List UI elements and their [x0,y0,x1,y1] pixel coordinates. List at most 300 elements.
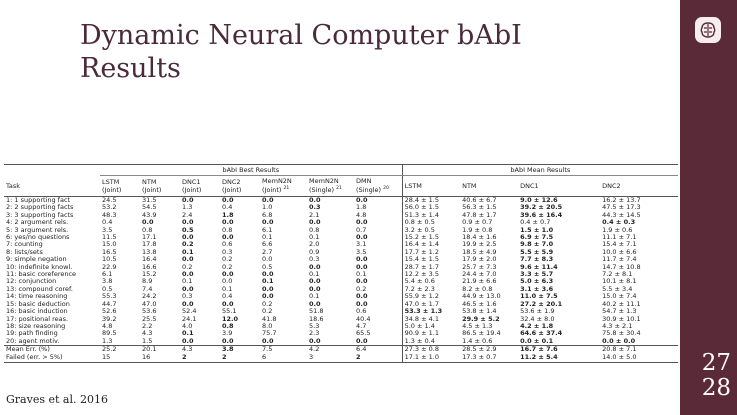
table-cell: 1.8 [356,204,367,212]
column-header-reference: 20 [383,186,389,192]
table-cell: 0.9 ± 0.7 [462,219,493,227]
table-cell: 0.1 [262,234,273,242]
table-cell: 6 [260,354,307,363]
table-cell: 11.1 ± 7.1 [602,234,637,242]
table-cell: 32.4 ± 8.0 [520,315,555,323]
table-row [4,323,678,330]
table-cell: 2 [354,354,402,363]
table-cell: 4.0 [182,322,193,330]
table-cell: 0.4 [222,204,233,212]
table-cell: 1.4 ± 0.6 [460,338,518,346]
column-header [354,176,402,197]
table-cell: 11.7 ± 7.4 [602,256,637,264]
column-header-label: DNC1 [182,178,201,186]
row-label: 7: counting [6,241,43,249]
table-cell: 48.3 [102,211,117,219]
babi-results-table [4,164,678,363]
table-cell: 4.8 [102,322,113,330]
table-cell: 89.5 [102,330,117,338]
table-cell: 0.0 [356,234,368,242]
table-cell: 0.1 [262,278,274,286]
table-cell: 2.7 [262,248,273,256]
table-cell: 0.1 [356,271,367,279]
table-cell: 10.5 [102,256,117,264]
column-header [402,176,460,197]
table-cell: 0.6 [356,308,367,316]
table-cell: 27.3 ± 0.8 [402,346,460,355]
table-cell: 0.1 [309,271,320,279]
table-cell: 47.0 [142,300,157,308]
table-cell: 0.4 ± 0.3 [602,219,636,227]
table-cell: 0.0 [307,338,354,346]
table-cell: 5.4 ± 0.6 [402,278,460,285]
table-cell: 28.7 ± 1.7 [402,264,460,271]
column-header-sublabel: (Joint) [262,186,282,195]
column-header-label: MemN2N [262,177,292,186]
table-row [4,301,678,308]
table-cell: 0.8 [222,322,234,330]
table-row [4,330,678,337]
table-cell: 2.2 [142,322,153,330]
table-footer-row [4,354,678,363]
table-cell: 0.0 [262,293,274,301]
row-label: 16: basic induction [6,308,68,316]
table-cell: 10.0 ± 6.6 [602,248,637,256]
table-cell: 0.1 [309,293,320,301]
table-cell: 0.0 [356,293,368,301]
table-cell: 0.6 [222,241,233,249]
table-row [4,249,678,256]
row-label: 6: yes/no questions [6,234,70,242]
column-header [460,176,518,197]
table-cell: 0.0 [356,219,368,227]
table-cell: 19.9 ± 2.5 [462,241,497,249]
table-row [4,212,678,219]
table-cell: 9.6 ± 11.4 [520,263,558,271]
table-cell: 0.0 [222,219,234,227]
table-cell: 47.5 ± 17.3 [602,204,641,212]
table-cell: 34.8 ± 4.1 [402,316,460,323]
table-cell: 9.0 ± 12.6 [520,196,558,204]
table-cell: 6.1 [262,226,273,234]
table-cell: 1.3 [100,338,140,346]
table-cell: 2 [180,354,220,363]
table-cell: 86.5 ± 19.4 [462,330,501,338]
row-label: 18: size reasoning [6,322,66,330]
table-cell: 40.2 ± 11.1 [602,300,641,308]
table-cell: 7.2 ± 2.3 [402,286,460,293]
table-cell: 53.6 ± 1.9 [520,308,555,316]
slide-title-line-2: Results [80,53,181,84]
table-cell: 0.2 [356,285,367,293]
column-header-label: NTM [142,178,157,186]
table-cell: 0.0 [262,271,274,279]
table-cell: 3.9 [222,330,233,338]
citation-credit: Graves et al. 2016 [6,393,108,406]
table-cell: 8.2 ± 0.8 [462,285,493,293]
table-cell: 0.0 [356,278,368,286]
table-cell: 15.0 ± 7.4 [602,293,637,301]
table-cell: 0.0 [309,219,321,227]
table-cell: 0.2 [222,263,233,271]
table-cell: 0.8 [222,226,233,234]
table-cell: 51.8 [309,308,324,316]
table-cell: 7.5 [262,345,273,354]
table-cell: 1.9 ± 0.8 [462,226,493,234]
row-label: 14: time reasoning [6,293,68,301]
column-header-sublabel: (Single) [356,186,382,195]
table-cell: 0.0 [354,338,402,346]
table-cell: 18.4 ± 1.6 [462,234,497,242]
table-cell: 0.0 [309,285,321,293]
row-label: 20: agent motiv. [4,338,100,346]
table-cell: 0.0 [356,196,368,204]
table-cell: 0.0 [222,271,234,279]
table-cell: 0.1 [182,278,193,286]
row-label: 19: path finding [6,330,58,338]
table-cell: 43.9 [142,211,157,219]
page-number-current: 27 [701,350,731,376]
table-cell: 0.0 ± 0.0 [600,338,678,346]
table-cell: 56.3 ± 1.5 [462,204,497,212]
table-cell: 5.5 ± 5.9 [520,248,554,256]
table-cell: 5.3 [309,322,320,330]
row-label: 10: indefinite knowl. [6,263,73,271]
column-header-sublabel: (Joint) [142,186,162,194]
table-cell: 56.0 ± 1.5 [402,204,460,211]
table-cell: 4.7 [356,322,367,330]
table-cell: 12.2 ± 3.5 [402,271,460,278]
table-cell: 22.9 [102,263,117,271]
table-cell: 0.0 [182,300,194,308]
table-cell: 0.0 [356,300,368,308]
row-label: 9: simple negation [6,256,67,264]
row-label: 11: basic coreference [6,271,77,279]
table-cell: 17.1 [142,234,157,242]
column-header-label: LSTM [102,178,120,186]
table-cell: 16.6 [142,263,157,271]
row-label: 5: 3 argument rels. [6,226,69,234]
table-cell: 6.9 ± 7.5 [520,234,554,242]
table-cell: 0.0 [182,219,194,227]
table-cell: 28.5 ± 2.9 [462,345,497,354]
table-cell: 9.8 ± 7.0 [520,241,554,249]
column-header [600,176,678,197]
table-cell: 51.3 ± 1.4 [402,212,460,219]
table-cell: 0.3 [309,256,320,264]
table-cell: 0.4 ± 0.7 [520,219,551,227]
table-cell: 39.6 ± 16.4 [520,211,563,219]
table-cell: 2.3 [309,330,320,338]
table-cell: 31.5 [142,196,157,204]
table-body [4,197,678,346]
table-cell: 75.7 [262,330,277,338]
table-cell: 15.2 [142,271,157,279]
column-header-sublabel: (Joint) [102,186,122,194]
row-label: 3: 3 supporting facts [6,211,74,219]
table-cell: 0.3 [309,204,321,212]
table-cell: 0.0 [262,196,274,204]
table-cell: 3.2 ± 0.5 [402,227,460,234]
logo-badge [695,17,721,43]
column-header-label: MemN2N [309,177,339,186]
table-row [4,227,678,234]
table-cell: 44.9 ± 13.0 [462,293,501,301]
column-header [220,176,260,197]
table-cell: 75.8 ± 30.4 [602,330,641,338]
column-header-reference: 21 [336,186,342,192]
column-header-sublabel: (Joint) [222,186,242,194]
table-cell: 47.8 ± 1.7 [462,211,497,219]
table-cell: 0.0 [262,219,274,227]
table-cell: 25.2 [102,345,117,354]
table-cell: 8.0 [262,322,273,330]
table-column-header-row [4,176,678,197]
table-cell: 5.5 ± 3.4 [602,285,633,293]
table-cell: 0.0 [182,285,194,293]
column-header-sublabel: (Joint) [182,186,202,194]
table-cell: 17.3 ± 0.7 [460,354,518,363]
table-cell: 0.0 [182,271,194,279]
table-cell: 30.9 ± 10.1 [602,315,641,323]
table-cell: 0.8 ± 0.5 [402,219,460,226]
table-cell: 11.0 ± 7.5 [520,293,558,301]
table-row [4,219,678,226]
table-cell: 41.8 [262,315,277,323]
table-row [4,316,678,323]
results-table-container [4,164,678,366]
table-cell: 16.2 ± 13.7 [602,196,641,204]
table-cell: 0.0 ± 0.1 [518,338,600,346]
table-row [4,286,678,293]
table-cell: 0.8 [309,226,320,234]
column-header [100,176,140,197]
table-cell: 0.0 [182,196,194,204]
table-cell: 17.1 ± 1.0 [402,354,460,363]
table-cell: 53.8 ± 1.4 [462,308,497,316]
table-cell: 0.5 [102,285,113,293]
table-cell: 1.8 [222,211,234,219]
table-cell: 24.4 ± 7.0 [462,271,497,279]
table-cell: 0.0 [142,219,154,227]
table-cell: 0.9 [309,248,320,256]
table-cell: 7.2 ± 8.1 [602,271,633,279]
table-cell: 52.4 [182,308,197,316]
table-row [4,204,678,211]
table-row [4,271,678,278]
table-cell: 13.8 [142,248,157,256]
table-cell: 44.3 ± 14.5 [602,211,641,219]
table-cell: 14.0 ± 5.0 [600,354,678,363]
table-cell: 0.0 [309,196,321,204]
table-cell: 0.2 [262,300,273,308]
table-cell: 7.4 [142,285,153,293]
table-cell: 16.4 [142,256,157,264]
table-cell: 15.2 ± 1.5 [402,234,460,241]
table-cell: 17.8 [142,241,157,249]
table-cell: 39.2 ± 20.5 [520,204,563,212]
column-header [180,176,220,197]
row-label: Mean Err. (%) [6,345,50,354]
table-cell: 25.5 [142,315,157,323]
table-cell: 52.6 [102,308,117,316]
row-label: 1: 1 supporting fact [6,196,71,204]
column-header-label: Task [6,181,21,190]
table-cell: 27.2 ± 20.1 [520,300,563,308]
table-cell: 1.5 ± 1.0 [520,226,554,234]
page-number-total: 28 [701,375,731,401]
table-cell: 4.2 ± 1.8 [520,322,554,330]
table-cell: 18.5 ± 4.9 [462,248,497,256]
table-cell: 0.5 [182,226,194,234]
table-cell: 0.0 [262,285,274,293]
table-cell: 3 [307,354,354,363]
group-header-blank [4,165,100,176]
row-label: 12: conjunction [6,278,57,286]
column-header-label: DNC1 [520,182,539,190]
table-cell: 25.7 ± 7.3 [462,263,497,271]
table-cell: 3.1 [356,241,367,249]
table-cell: 10.1 ± 8.1 [602,278,637,286]
table-cell: 24.2 [142,293,157,301]
table-cell: 21.9 ± 6.6 [462,278,497,286]
table-cell: 0.4 [102,219,113,227]
table-cell: 1.0 [262,204,273,212]
column-header-label: DNC2 [602,182,621,190]
table-cell: 0.5 [262,263,273,271]
table-cell: 0.2 [182,241,194,249]
table-cell: 17.7 ± 1.2 [402,249,460,256]
table-cell: 0.0 [356,256,368,264]
table-cell: 12.0 [222,315,239,323]
table-cell: 0.0 [222,234,234,242]
table-cell: 0.0 [222,196,234,204]
table-row [4,234,678,241]
table-cell: 6.1 [102,271,113,279]
row-label: 17: positional reas. [6,315,69,323]
table-footer [4,346,678,363]
table-cell: 47.0 ± 1.7 [402,301,460,308]
row-label: 2: 2 supporting facts [6,204,74,212]
table-cell: 3.1 ± 3.6 [520,285,554,293]
table-cell: 0.0 [222,300,234,308]
table-cell: 15.4 ± 7.1 [602,241,637,249]
table-cell: 54.7 ± 1.3 [602,308,637,316]
row-label: 15: basic deduction [6,300,70,308]
table-cell: 3.5 [102,226,113,234]
column-header-label: DMN [356,177,372,186]
brain-icon [698,20,718,40]
table-cell: 20.1 [142,345,157,354]
table-row [4,241,678,248]
table-cell: 15.4 ± 1.5 [402,256,460,263]
column-header [307,176,354,197]
table-cell: 0.0 [309,300,321,308]
table-row [4,293,678,300]
table-cell: 15.0 [102,241,117,249]
table-cell: 46.5 ± 1.6 [462,300,497,308]
table-cell: 0.4 [222,293,233,301]
table-cell: 5.0 ± 6.3 [520,278,554,286]
table-cell: 90.9 ± 1.1 [402,330,460,337]
table-footer-row [4,346,678,355]
table-cell: 18.6 [309,315,324,323]
table-cell: 16.5 [102,248,117,256]
table-cell: 53.2 [102,204,117,212]
table-cell: 0.8 [142,226,153,234]
table-cell: 11.2 ± 5.4 [518,354,600,363]
table-cell: 3.8 [102,278,113,286]
table-cell: 64.6 ± 37.4 [520,330,563,338]
table-row [4,256,678,263]
table-cell: 0.1 [222,285,233,293]
table-cell: 16.4 ± 1.4 [402,241,460,248]
table-cell: 1.3 ± 0.4 [402,338,460,346]
table-cell: 2.0 [309,241,320,249]
table-cell: 0.0 [260,338,307,346]
column-header [140,176,180,197]
table-cell: 24.1 [182,315,197,323]
table-cell: 0.7 [356,226,367,234]
table-cell: 7.7 ± 8.3 [520,256,554,264]
table-cell: 0.2 [182,263,193,271]
column-header-label: LSTM [404,182,422,190]
table-cell: 53.3 ± 1.3 [402,308,460,315]
table-cell: 0.3 [182,293,193,301]
table-cell: 15 [100,354,140,363]
table-cell: 14.7 ± 10.8 [602,263,641,271]
table-cell: 4.8 [356,211,367,219]
table-cell: 24.5 [102,196,117,204]
table-cell: 16 [140,354,180,363]
table-cell: 11.5 [102,234,117,242]
table-cell: 0.0 [309,278,321,286]
slide-title-line-1: Dynamic Neural Computer bAbI [80,20,522,51]
table-row [4,308,678,315]
slide-title [80,19,640,85]
table-cell: 3.8 [222,345,234,354]
table-cell: 6.4 [356,345,367,354]
table-cell: 0.0 [309,263,321,271]
slide-sidebar [680,0,737,415]
table-cell: 0.0 [182,234,194,242]
table-cell: 4.3 [182,345,193,354]
table-cell: 40.6 ± 6.7 [462,196,497,204]
table-cell: 0.0 [356,263,368,271]
table-row [4,197,678,205]
table-cell: 0.0 [180,338,220,346]
table-cell: 39.2 [102,315,117,323]
table-cell: 65.5 [356,330,371,338]
table-cell: 1.5 [140,338,180,346]
table-cell: 40.4 [356,315,371,323]
table-row [4,338,678,346]
table-cell: 2 [220,354,260,363]
table-cell: 4.3 [142,330,153,338]
column-header-label: NTM [462,182,477,190]
table-cell: 55.9 ± 1.2 [402,293,460,300]
row-label: 4: 2 argument rels. [6,219,69,227]
column-header [260,176,307,197]
table-cell: 5.0 ± 1.4 [402,323,460,330]
row-label: 8: lists/sets [6,248,43,256]
table-cell: 3.5 [356,248,367,256]
table-cell: 29.9 ± 5.2 [462,315,500,323]
group-header-mean: bAbI Mean Results [402,165,678,176]
table-cell: 4.5 ± 1.3 [462,322,493,330]
table-cell: 4.3 ± 2.1 [602,322,633,330]
table-cell: 3.3 ± 5.7 [520,271,554,279]
